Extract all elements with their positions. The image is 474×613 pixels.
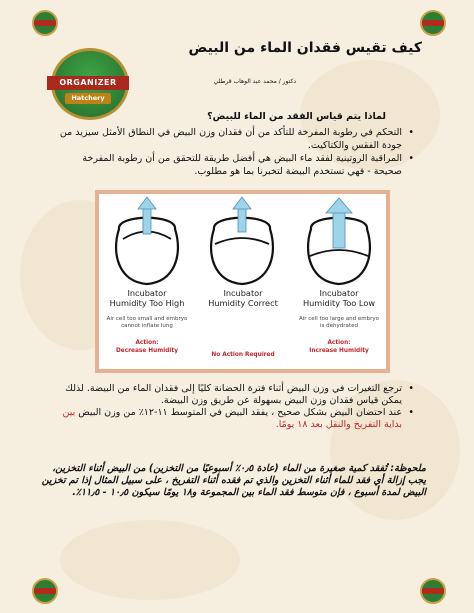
list-item: • ترجع التغيرات في وزن البيض أثناء فترة الحضانة كليًا إلى فقدان الماء من البيضة. لذلك يمكن قياس فقدان وزن البيض بسهولة عن طريق وزن البيضة. (54, 383, 414, 407)
organizer-hatchery-logo (47, 48, 129, 116)
logo-brand: ORGANIZER (47, 76, 129, 90)
background-blob (60, 520, 240, 600)
list-item (54, 407, 414, 431)
list-item: • التحكم في رطوبة المفرخة للتأكد من أن فقدان وزن البيض في النطاق الأمثل سيزيد من جودة الفقس والكتاكيت. (54, 126, 414, 152)
corner-logo-top-right (420, 10, 446, 36)
corner-logo-bottom-left (32, 578, 58, 604)
panel-title-line1: Incubator (319, 288, 359, 298)
corner-logo-top-left (32, 10, 58, 36)
humidity-figure (95, 190, 390, 373)
panel-action: Action: Increase Humidity (309, 340, 369, 354)
panel-description: Air cell too small and embryo cannot inflate lung (106, 316, 188, 329)
panel-action: Action: Decrease Humidity (116, 340, 178, 354)
panel-title-line2: Humidity Correct (208, 298, 278, 308)
list-item-text: عند احتضان البيض بشكل صحيح ، يفقد البيض في المتوسط ١١-١٢٪ من وزن البيض (75, 407, 402, 418)
note-paragraph: ملحوظة: تُفقد كمية صغيرة من الماء (عادة ٠٫٥٪ أسبوعيًا من التخزين) من البيض أثناء التخزين، يجب إزالة أي فقد للماء أثناء التخزين والذي تم فقده أثناء التفريخ ، على سبيل المثال إذا تم تخزين البيض لمدة أسبوع ، فإن متوسط فقد الماء بين المجموعة و١٨ يومًا سيكون ١٠٫٥ - ١١٫٥٪. (41, 463, 426, 499)
panel-title-line2: Humidity Too High (109, 298, 185, 308)
panel-description: Air cell too large and embryo is dehydrated (298, 316, 380, 329)
panel-title-line1: Incubator (223, 288, 263, 298)
bullet-list-bottom (54, 383, 414, 431)
panel-title-line2: Humidity Too Low (302, 298, 376, 308)
author-line: دكتور / محمد عبد الوهاب قرطلي (213, 78, 296, 85)
panel-too-low (291, 194, 387, 369)
panel-action: No Action Required (211, 352, 275, 358)
logo-sub: Hatchery (65, 93, 111, 104)
panel-too-high (99, 194, 195, 369)
panel-correct (195, 194, 291, 369)
list-item: • المراقبة الروتينية لفقد ماء البيض هي أفضل طريقة للتحقق من أن رطوبة المفرخة صحيحة - فهي تستخدم البيضة لتخبرنا بما هو مطلوب. (54, 152, 414, 178)
highlighted-text: بين بداية التفريخ والنقل بعد ١٨ يومًا. (62, 407, 402, 430)
panel-title-line1: Incubator (127, 288, 167, 298)
document-title: كيف تقيس فقدان الماء من البيض (188, 40, 422, 56)
section-heading: لماذا يتم قياس الفقد من الماء للبيض؟ (207, 111, 386, 122)
corner-logo-bottom-right (420, 578, 446, 604)
bullet-list-top (54, 126, 414, 178)
